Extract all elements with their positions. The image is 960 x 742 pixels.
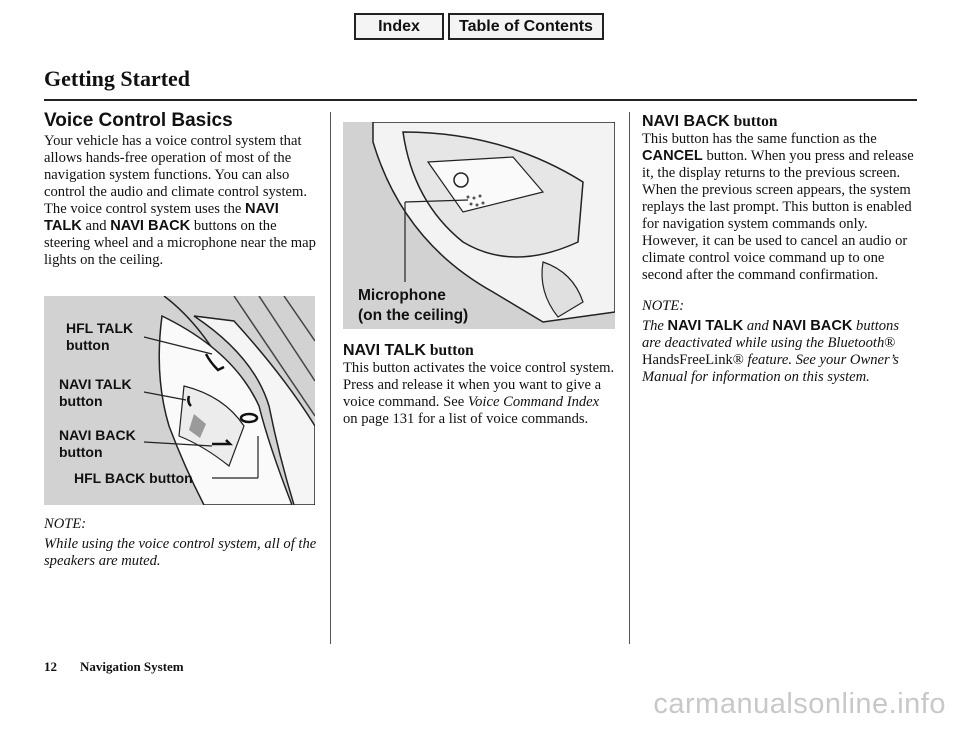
intro-text: buttons on the steering wheel and a microphone near the map lights on the ceiling.	[44, 218, 316, 268]
note-fragment: The	[642, 318, 668, 334]
handsfreelink-term: ® HandsFreeLink®	[642, 335, 896, 368]
index-button[interactable]: Index	[354, 13, 444, 40]
table-of-contents-button[interactable]: Table of Contents	[448, 13, 604, 40]
note-fragment: buttons are deactivated while using the	[642, 318, 900, 351]
note-term: NAVI TALK	[667, 318, 744, 334]
hfl-back-label: HFL BACK button	[74, 470, 193, 486]
note-term: NAVI BACK	[772, 318, 853, 334]
book-title: Navigation System	[80, 659, 184, 674]
column-divider-2	[629, 112, 630, 644]
heading-term: NAVI TALK	[343, 342, 426, 359]
body-text: on page 131 for a list of voice commands.	[343, 411, 589, 427]
microphone-figure	[343, 122, 615, 329]
heading-suffix: button	[729, 113, 778, 130]
label-line: button	[59, 393, 103, 409]
column-3	[642, 113, 918, 386]
page-title: Getting Started	[44, 66, 191, 91]
hfl-talk-label	[66, 320, 133, 354]
watermark: carmanualsonline.info	[653, 688, 946, 720]
label-line: HFL TALK	[66, 320, 134, 336]
column-1-note	[44, 516, 320, 570]
microphone-label	[358, 286, 468, 326]
body-text: button. When you press and release it, the display returns to the previous screen. When the previous screen appears, the system replays the last prompt. This button is enabled for navigation system commands only. However, it can be used to cancel an audio or climate control voice command up to one second after the command confirmation.	[642, 148, 914, 283]
navi-back-label	[59, 427, 136, 461]
navi-back-paragraph	[642, 131, 918, 284]
steering-wheel-figure	[44, 296, 315, 505]
navi-talk-term: NAVI TALK	[44, 201, 279, 234]
label-line: NAVI BACK	[59, 427, 136, 443]
label-line: Microphone	[358, 287, 446, 304]
column-1	[44, 112, 320, 269]
label-line: NAVI TALK	[59, 376, 132, 392]
page-number: 12	[44, 659, 57, 674]
bluetooth-term: Bluetooth	[827, 335, 885, 351]
navi-talk-label	[59, 376, 132, 410]
navi-back-term: NAVI BACK	[110, 218, 191, 234]
label-line: button	[59, 444, 103, 460]
column-2	[343, 342, 617, 428]
title-rule	[44, 99, 917, 101]
cancel-term: CANCEL	[642, 148, 703, 164]
note-label: NOTE:	[642, 298, 685, 314]
navi-back-heading	[642, 113, 918, 131]
note-fragment: feature. See your Owner’s Manual for information on this system.	[642, 352, 899, 385]
navi-talk-heading	[343, 342, 617, 360]
note-label: NOTE:	[44, 516, 87, 532]
intro-text: and	[81, 218, 111, 234]
section-heading: Voice Control Basics	[44, 110, 233, 131]
navi-talk-paragraph	[343, 360, 617, 428]
body-text: This button activates the voice control system. Press and release it when you want to give a voice command. See	[343, 360, 615, 410]
column-divider-1	[330, 112, 331, 644]
note-text: While using the voice control system, all of the speakers are muted.	[44, 536, 317, 569]
intro-text: Your vehicle has a voice control system that allows hands-free operation of most of the navigation system functions. You can also control the audio and climate control system. The voice control system uses the	[44, 133, 308, 217]
note-text	[642, 318, 918, 386]
heading-term: NAVI BACK	[642, 113, 730, 130]
body-text: This button has the same function as the	[642, 131, 877, 147]
label-line: (on the ceiling)	[358, 307, 469, 324]
voice-command-index-ref: Voice Command Index	[467, 394, 600, 410]
heading-suffix: button	[425, 342, 474, 359]
note-fragment: and	[743, 318, 773, 334]
intro-paragraph	[44, 133, 320, 269]
label-line: button	[66, 337, 110, 353]
